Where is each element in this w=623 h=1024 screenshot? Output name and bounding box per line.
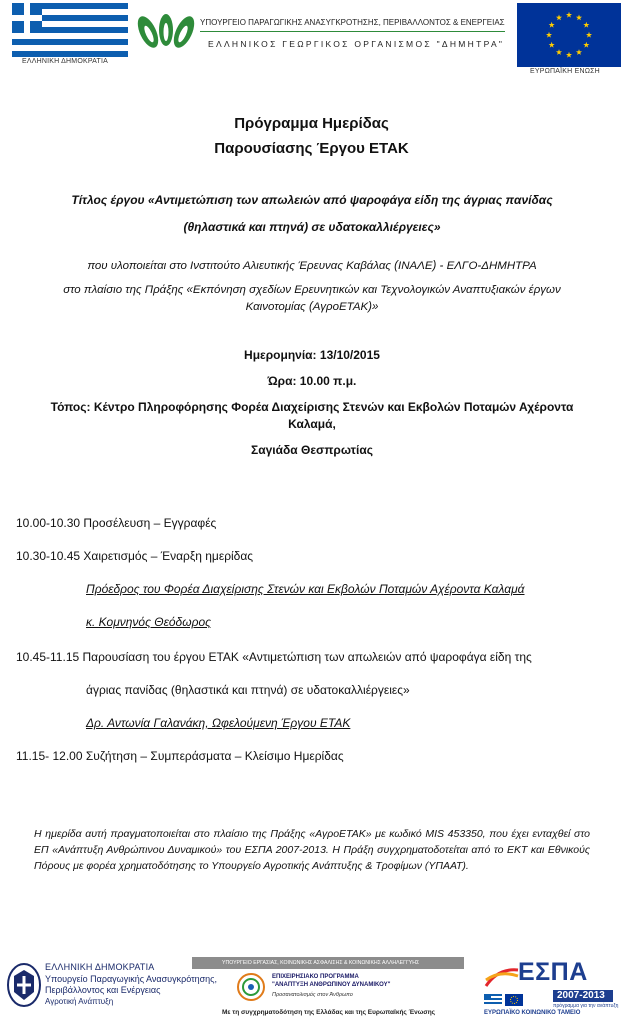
program-speaker-name: κ. Κομνηνός Θεόδωρος: [86, 615, 211, 629]
ministry-title: ΥΠΟΥΡΓΕΙΟ ΠΑΡΑΓΩΓΙΚΗΣ ΑΝΑΣΥΓΚΡΟΤΗΣΗΣ, ΠΕΡΙΒΑΛΛΟΝΤΟΣ & ΕΝΕΡΓΕΙΑΣ: [200, 18, 505, 27]
ministry-divider: [200, 31, 505, 32]
gov-footer-line4: Αγροτική Ανάπτυξη: [45, 997, 114, 1006]
labour-ministry-band: [192, 957, 464, 969]
implementation-line3: Καινοτομίας (ΑγροΕΤΑΚ)»: [245, 301, 379, 313]
page-title-line2: Παρουσίασης Έργου ΕΤΑΚ: [214, 140, 409, 157]
demeter-logo-icon: [136, 10, 198, 55]
funding-note: Η ημερίδα αυτή πραγματοποιείται στο πλαίσιο της Πράξης «ΑγροΕΤΑΚ» με κωδικό MIS 453350, που έχει ενταχθεί στο ΕΠ «Ανάπτυξη Ανθρώπινου Δυναμικού» του ΕΣΠΑ 2007-2013. Η Πράξη συγχρηματοδοτείται από το ΕΚΤ και Εθνικούς Πόρους με φορέα χρηματοδότησης το Υπουργείο Αγροτικής Ανάπτυξης & Τροφίμων (ΥΠΑΑΤ).: [34, 828, 590, 872]
program-speaker-role: Πρόεδρος του Φορέα Διαχείρισης Στενών και Εκβολών Ποταμών Αχέροντα Καλαμά: [86, 582, 525, 596]
epan-logo-icon: [236, 972, 266, 1002]
program-item-opening: 10.30-10.45 Χαιρετισμός – Έναρξη ημερίδας: [16, 549, 254, 563]
program-item-presentation-line1: 10.45-11.15 Παρουσίαση του έργου ΕΤΑΚ «Αντιμετώπιση των απωλειών από ψαροφάγα είδη της: [16, 650, 532, 664]
page-title-line1: Πρόγραμμα Ημερίδας: [234, 115, 389, 132]
gov-footer-line2: Υπουργείο Παραγωγικής Ανασυγκρότησης,: [45, 974, 218, 984]
project-title-line2: (θηλαστικά και πτηνά) σε υδατοκαλλιέργειες»: [183, 220, 441, 234]
epan-subtitle: Προσανατολισμός στον Άνθρωπο: [272, 992, 353, 998]
greece-flag-small-icon: [484, 994, 502, 1006]
program-presenter: Δρ. Αντωνία Γαλανάκη, Ωφελούμενη Έργου ΕΤΑΚ: [86, 716, 351, 730]
greek-republic-label: ΕΛΛΗΝΙΚΗ ΔΗΜΟΚΡΑΤΙΑ: [22, 58, 109, 65]
event-place-line3: Σαγιάδα Θεσπρωτίας: [251, 443, 373, 457]
program-item-arrival: 10.00-10.30 Προσέλευση – Εγγραφές: [16, 516, 217, 530]
event-date: Ημερομηνία: 13/10/2015: [244, 348, 380, 362]
program-item-presentation-line2: άγριας πανίδας (θηλαστικά και πτηνά) σε υδατοκαλλιέργειες»: [86, 683, 410, 697]
event-place-line1: Τόπος: Κέντρο Πληροφόρησης Φορέα Διαχείρισης Στενών και Εκβολών Ποταμών Αχέροντα: [50, 400, 574, 414]
espa-years: 2007-2013: [557, 990, 605, 1001]
cofinance-label: Με τη συγχρηματοδότηση της Ελλάδας και της Ευρωπαϊκής Ένωσης: [222, 1009, 436, 1016]
espa-swoosh-icon: [484, 966, 520, 988]
labour-ministry-label: ΥΠΟΥΡΓΕΙΟ ΕΡΓΑΣΙΑΣ, ΚΟΙΝΩΝΙΚΗΣ ΑΣΦΑΛΙΣΗΣ & ΚΟΙΝΩΝΙΚΗΣ ΑΛΛΗΛΕΓΓΥΗΣ: [222, 960, 420, 966]
implementation-line1: που υλοποιείται στο Ινστιτούτο Αλιευτικής Έρευνας Καβάλας (ΙΝΑΛΕ) - ΕΛΓΟ-ΔΗΜΗΤΡΑ: [87, 260, 537, 272]
event-time: Ώρα: 10.00 π.μ.: [267, 374, 357, 388]
demeter-organization-title: ΕΛΛΗΝΙΚΟΣ ΓΕΩΡΓΙΚΟΣ ΟΡΓΑΝΙΣΜΟΣ "ΔΗΜΗΤΡΑ": [208, 39, 505, 49]
eu-flag-small-icon: [505, 994, 523, 1006]
eu-label: ΕΥΡΩΠΑΪΚΗ ΕΝΩΣΗ: [530, 68, 600, 75]
espa-wordmark: ΕΣΠΑ: [518, 958, 588, 986]
greek-flag-icon: [12, 3, 128, 57]
epan-title-line1: ΕΠΙΧΕΙΡΗΣΙΑΚΟ ΠΡΟΓΡΑΜΜΑ: [272, 974, 359, 980]
espa-years-badge: [553, 990, 613, 1002]
epan-title-line2: "ΑΝΑΠΤΥΞΗ ΑΝΘΡΩΠΙΝΟΥ ΔΥΝΑΜΙΚΟΥ": [272, 982, 391, 988]
gov-footer-line1: ΕΛΛΗΝΙΚΗ ΔΗΜΟΚΡΑΤΙΑ: [45, 962, 155, 972]
program-item-discussion: 11.15- 12.00 Συζήτηση – Συμπεράσματα – Κλείσιμο Ημερίδας: [16, 749, 344, 763]
esf-label: ΕΥΡΩΠΑΪΚΟ ΚΟΙΝΩΝΙΚΟ ΤΑΜΕΙΟ: [484, 1010, 581, 1016]
project-title-line1: Τίτλος έργου «Αντιμετώπιση των απωλειών από ψαροφάγα είδη της άγριας πανίδας: [71, 193, 553, 207]
event-place-line2: Καλαμά,: [288, 417, 336, 431]
implementation-line2: στο πλαίσιο της Πράξης «Εκπόνηση σχεδίων Ερευνητικών και Τεχνολογικών Αναπτυξιακών έργων: [63, 284, 561, 296]
espa-tagline: πρόγραμμα για την ανάπτυξη: [553, 1003, 619, 1009]
eu-flag-icon: [517, 3, 621, 67]
gov-footer-line3: Περιβάλλοντος και Ενέργειας: [45, 985, 161, 995]
greek-emblem-icon: [6, 962, 42, 1008]
